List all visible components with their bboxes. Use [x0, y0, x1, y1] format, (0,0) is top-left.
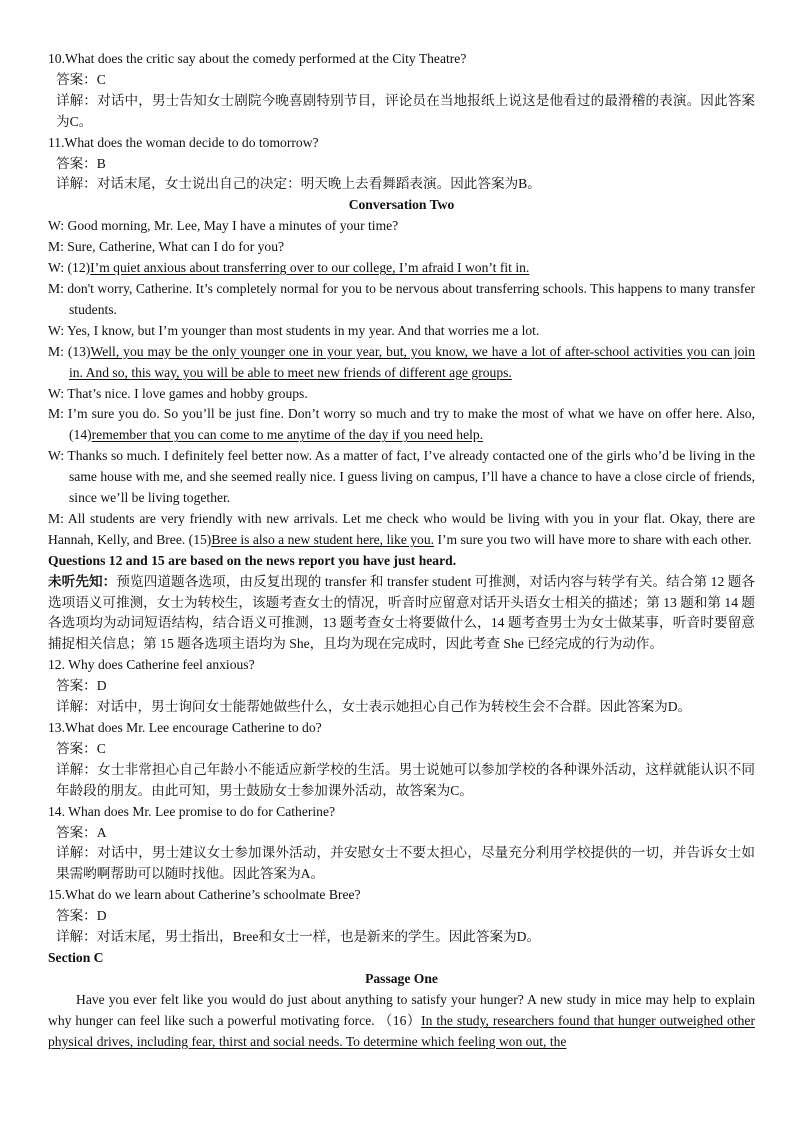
- answer-15: 答案：D: [56, 908, 107, 924]
- dialogue-line: M: I’m sure you do. So you’ll be just fine. Don’t worry so much and try to make the most of what we have on offer here. Also, (14)remember that you can come to me anytime of the day if you need help.: [48, 406, 755, 443]
- answer-11: 答案：B: [56, 155, 106, 171]
- answer-13: 答案：C: [56, 740, 106, 756]
- question-10: 10.What does the critic say about the comedy performed at the City Theatre?: [48, 51, 467, 66]
- questions-heading: Questions 12 and 15 are based on the news report you have just heard.: [48, 552, 457, 568]
- explanation-11: 详解：对话末尾，女士说出自己的决定：明天晚上去看舞蹈表演。因此答案为B。: [56, 176, 541, 192]
- passage-one-title: Passage One: [365, 970, 438, 986]
- dialogue-line: W: (12)I’m quiet anxious about transferring over to our college, I’m afraid I won’t fit in.: [48, 260, 530, 276]
- explanation-10: 详解：对话中，男士告知女士剧院今晚喜剧特别节目，评论员在当地报纸上说这是他看过的最滑稽的表演。因此答案为C。: [56, 92, 755, 129]
- dialogue-line: W: That’s nice. I love games and hobby groups.: [48, 385, 308, 401]
- explanation-15: 详解：对话末尾，男士指出，Bree和女士一样，也是新来的学生。因此答案为D。: [56, 929, 541, 945]
- explanation-13: 详解：女士非常担心自己年龄小不能适应新学校的生活。男士说她可以参加学校的各种课外活动，这样就能认识不同年龄段的朋友。由此可知，男士鼓励女士参加课外活动，故答案为C。: [56, 761, 755, 798]
- question-11: 11.What does the woman decide to do tomorrow?: [48, 134, 319, 150]
- explanation-14: 详解：对话中，男士建议女士参加课外活动，并安慰女士不要太担心，尽量充分利用学校提供的一切，并告诉女士如果需哟啊帮助可以随时找他。因此答案为A。: [56, 845, 755, 882]
- section-c-heading: Section C: [48, 949, 104, 965]
- answer-12: 答案：D: [56, 678, 107, 694]
- explanation-12: 详解：对话中，男士询问女士能帮她做些什么，女士表示她担心自己作为转校生会不合群。因此答案为D。: [56, 699, 692, 715]
- question-15: 15.What do we learn about Catherine’s schoolmate Bree?: [48, 887, 361, 903]
- dialogue-line: W: Good morning, Mr. Lee, May I have a minutes of your time?: [48, 218, 399, 234]
- dialogue-line-last: M: All students are very friendly with new arrivals. Let me check who would be living with you in your flat. Okay, there are Hannah, Kelly, and Bree. (15)Bree is also a new student here, like you. I’m sure you two will have more to share with each other.: [48, 510, 755, 547]
- passage-one-paragraph: Have you ever felt like you would do just about anything to satisfy your hunger? A new study in mice may help to explain why hunger can feel like such a powerful motivating force. （16）In the study, researchers found that hunger outweighed other physical drives, including fear, thirst and social needs. To determine which feeling won out, the: [48, 991, 755, 1049]
- preview-text: 预览四道题各选项，由反复出现的 transfer 和 transfer student 可推测，对话内容与转学有关。结合第 12 题各选项语义可推测，女士为转校生，该题考查女士的情况，听音时应留意对话开头语女士相关的描述；第 13 题和第 14 题各选项均为动词短语结构，结合语义可推测，13 题考查女士将要做什么，14 题考查男士为女士做某事，听音时要留意捕捉相关信息；第 15 题各选项主语均为 She，且均为现在完成时，因此考查 She 已经完成的行为动作。: [48, 573, 756, 652]
- question-13: 13.What does Mr. Lee encourage Catherine to do?: [48, 720, 322, 735]
- preview-label: 未听先知：: [48, 573, 117, 589]
- dialogue-line: M: don't worry, Catherine. It’s completely normal for you to be nervous about transferring schools. This happens to many transfer students.: [48, 280, 755, 317]
- dialogue: [48, 216, 755, 551]
- question-12: 12. Why does Catherine feel anxious?: [48, 657, 255, 673]
- dialogue-line: W: Thanks so much. I definitely feel better now. As a matter of fact, I’ve already contacted one of the girls who’d be living in the same house with me, and she seemed really nice. I guess living on campus, I’ll have a chance to have a close circle of friends, since we’ll be living together.: [48, 448, 755, 506]
- answer-10: 答案：C: [56, 71, 106, 87]
- preview-paragraph: [48, 572, 755, 656]
- passage-one-underlined: In the study, researchers found that hunger outweighed other physical drives, including fear, thirst and social needs. To determine which feeling won out, the: [48, 1012, 755, 1049]
- dialogue-line: W: Yes, I know, but I’m younger than most students in my year. And that worries me a lot.: [48, 322, 540, 338]
- answer-14: 答案：A: [56, 824, 107, 840]
- dialogue-line: M: Sure, Catherine, What can I do for you?: [48, 239, 285, 255]
- conversation-two-title: Conversation Two: [348, 197, 455, 213]
- question-14: 14. Whan does Mr. Lee promise to do for Catherine?: [48, 803, 336, 819]
- dialogue-line: M: (13)Well, you may be the only younger one in your year, but, you know, we have a lot of after-school activities you can join in. And so, this way, you will be able to meet new friends of different age groups.: [48, 343, 755, 380]
